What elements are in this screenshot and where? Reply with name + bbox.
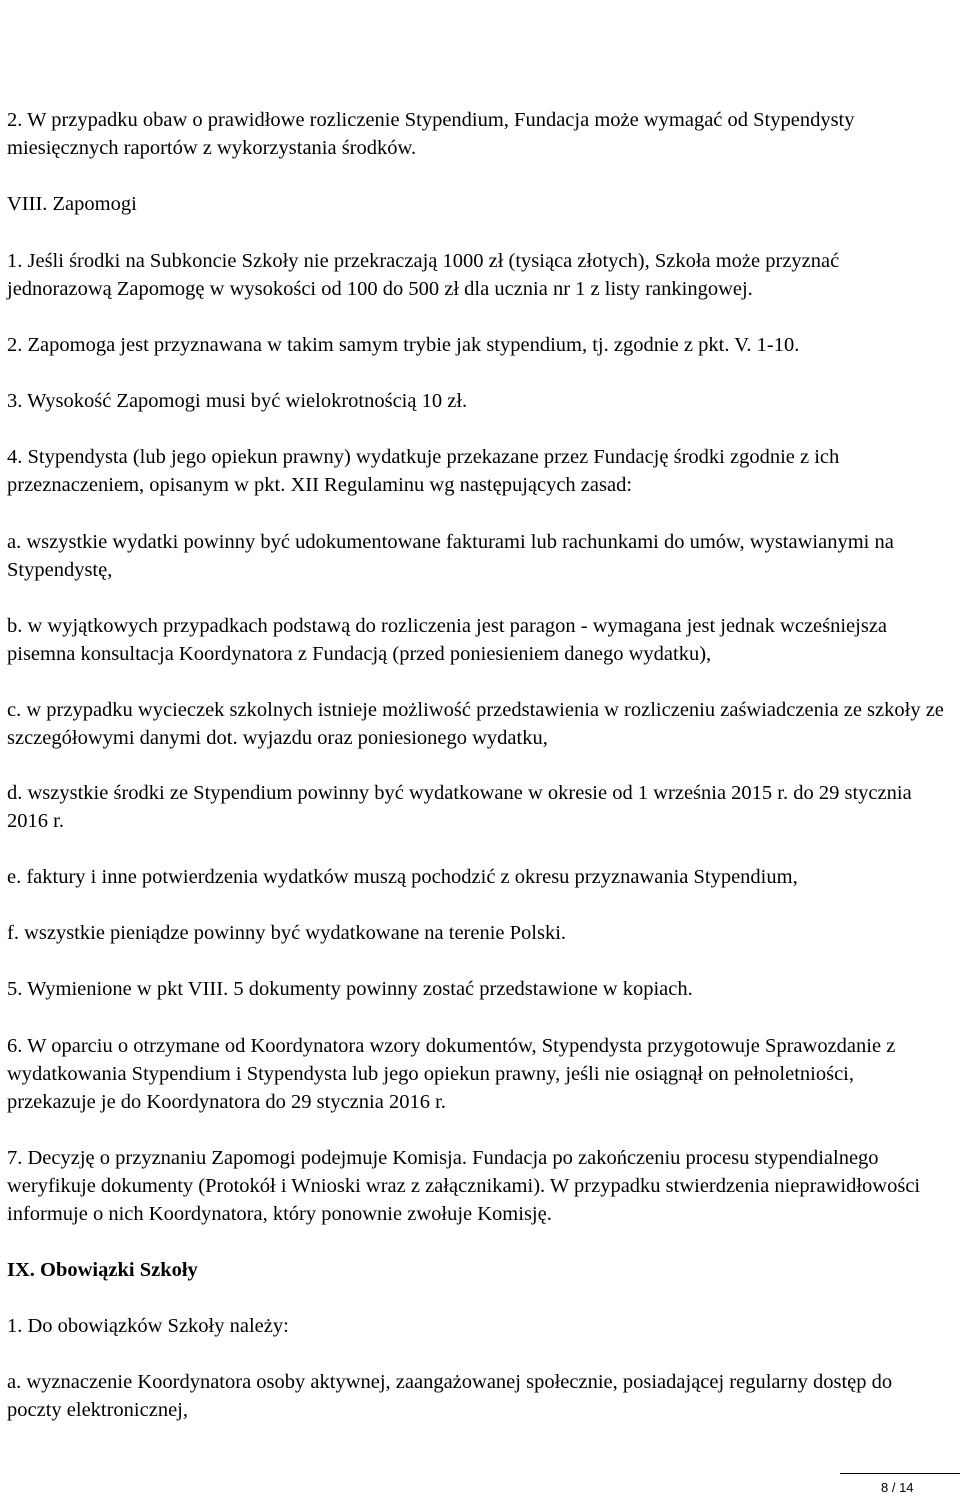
list-item-c-trips: c. w przypadku wycieczek szkolnych istnieje możliwość przedstawienia w rozliczeniu zaświadczenia ze szkoły ze szczegółowymi danymi dot. wyjazdu oraz poniesionego wydatku, xyxy=(7,699,944,749)
paragraph-zapomogi-5: 5. Wymienione w pkt VIII. 5 dokumenty powinny zostać przedstawione w kopiach. xyxy=(7,978,693,1000)
paragraph-zapomogi-3: 3. Wysokość Zapomogi musi być wielokrotnością 10 zł. xyxy=(7,390,468,412)
paragraph-zapomogi-7: 7. Decyzję o przyznaniu Zapomogi podejmuje Komisja. Fundacja po zakończeniu procesu stypendialnego weryfikuje dokumenty (Protokół i Wnioski wraz z załącznikami). W przypadku stwierdzenia nieprawidłowości informuje o nich Koordynatora, który ponownie zwołuje Komisję. xyxy=(7,1147,921,1225)
paragraph-zapomogi-2: 2. Zapomoga jest przyznawana w takim samym trybie jak stypendium, tj. zgodnie z pkt. V. 1-10. xyxy=(7,334,800,356)
paragraph-zapomogi-4: 4. Stypendysta (lub jego opiekun prawny) wydatkuje przekazane przez Fundację środki zgodnie z ich przeznaczeniem, opisanym w pkt. XII Regulaminu wg następujących zasad: xyxy=(7,446,840,496)
list-item-e-invoices-period: e. faktury i inne potwierdzenia wydatków muszą pochodzić z okresu przyznawania Stypendium, xyxy=(7,866,798,888)
footer-rule xyxy=(840,1473,960,1474)
list-item-d-period: d. wszystkie środki ze Stypendium powinny być wydatkowane w okresie od 1 września 2015 r. do 29 stycznia 2016 r. xyxy=(7,782,912,832)
paragraph-zapomogi-1: 1. Jeśli środki na Subkoncie Szkoły nie przekraczają 1000 zł (tysiąca złotych), Szkoła może przyznać jednorazową Zapomogę w wysokości od 100 do 500 zł dla ucznia nr 1 z listy rankingowej. xyxy=(7,250,840,300)
section-heading-viii-zapomogi: VIII. Zapomogi xyxy=(7,193,137,215)
page-number: 8 / 14 xyxy=(881,1480,914,1495)
list-item-a-koordynator: a. wyznaczenie Koordynatora osoby aktywnej, zaangażowanej społecznie, posiadającej regularny dostęp do poczty elektronicznej, xyxy=(7,1371,893,1421)
paragraph-obowiazki-1: 1. Do obowiązków Szkoły należy: xyxy=(7,1315,289,1337)
paragraph-zapomogi-6: 6. W oparciu o otrzymane od Koordynatora wzory dokumentów, Stypendysta przygotowuje Sprawozdanie z wydatkowania Stypendium i Stypendysta lub jego opiekun prawny, jeśli nie osiągnął on pełnoletniości, przekazuje je do Koordynatora do 29 stycznia 2016 r. xyxy=(7,1035,896,1113)
section-heading-ix-obowiazki: IX. Obowiązki Szkoły xyxy=(7,1259,198,1281)
list-item-a-invoices: a. wszystkie wydatki powinny być udokumentowane fakturami lub rachunkami do umów, wystawianymi na Stypendystę, xyxy=(7,531,894,581)
list-item-b-receipts: b. w wyjątkowych przypadkach podstawą do rozliczenia jest paragon - wymagana jest jednak wcześniejsza pisemna konsultacja Koordynatora z Fundacją (przed poniesieniem danego wydatku), xyxy=(7,615,888,665)
list-item-f-poland: f. wszystkie pieniądze powinny być wydatkowane na terenie Polski. xyxy=(7,922,567,944)
paragraph-viii-2-reports: 2. W przypadku obaw o prawidłowe rozliczenie Stypendium, Fundacja może wymagać od Stypendysty miesięcznych raportów z wykorzystania środków. xyxy=(7,109,855,159)
